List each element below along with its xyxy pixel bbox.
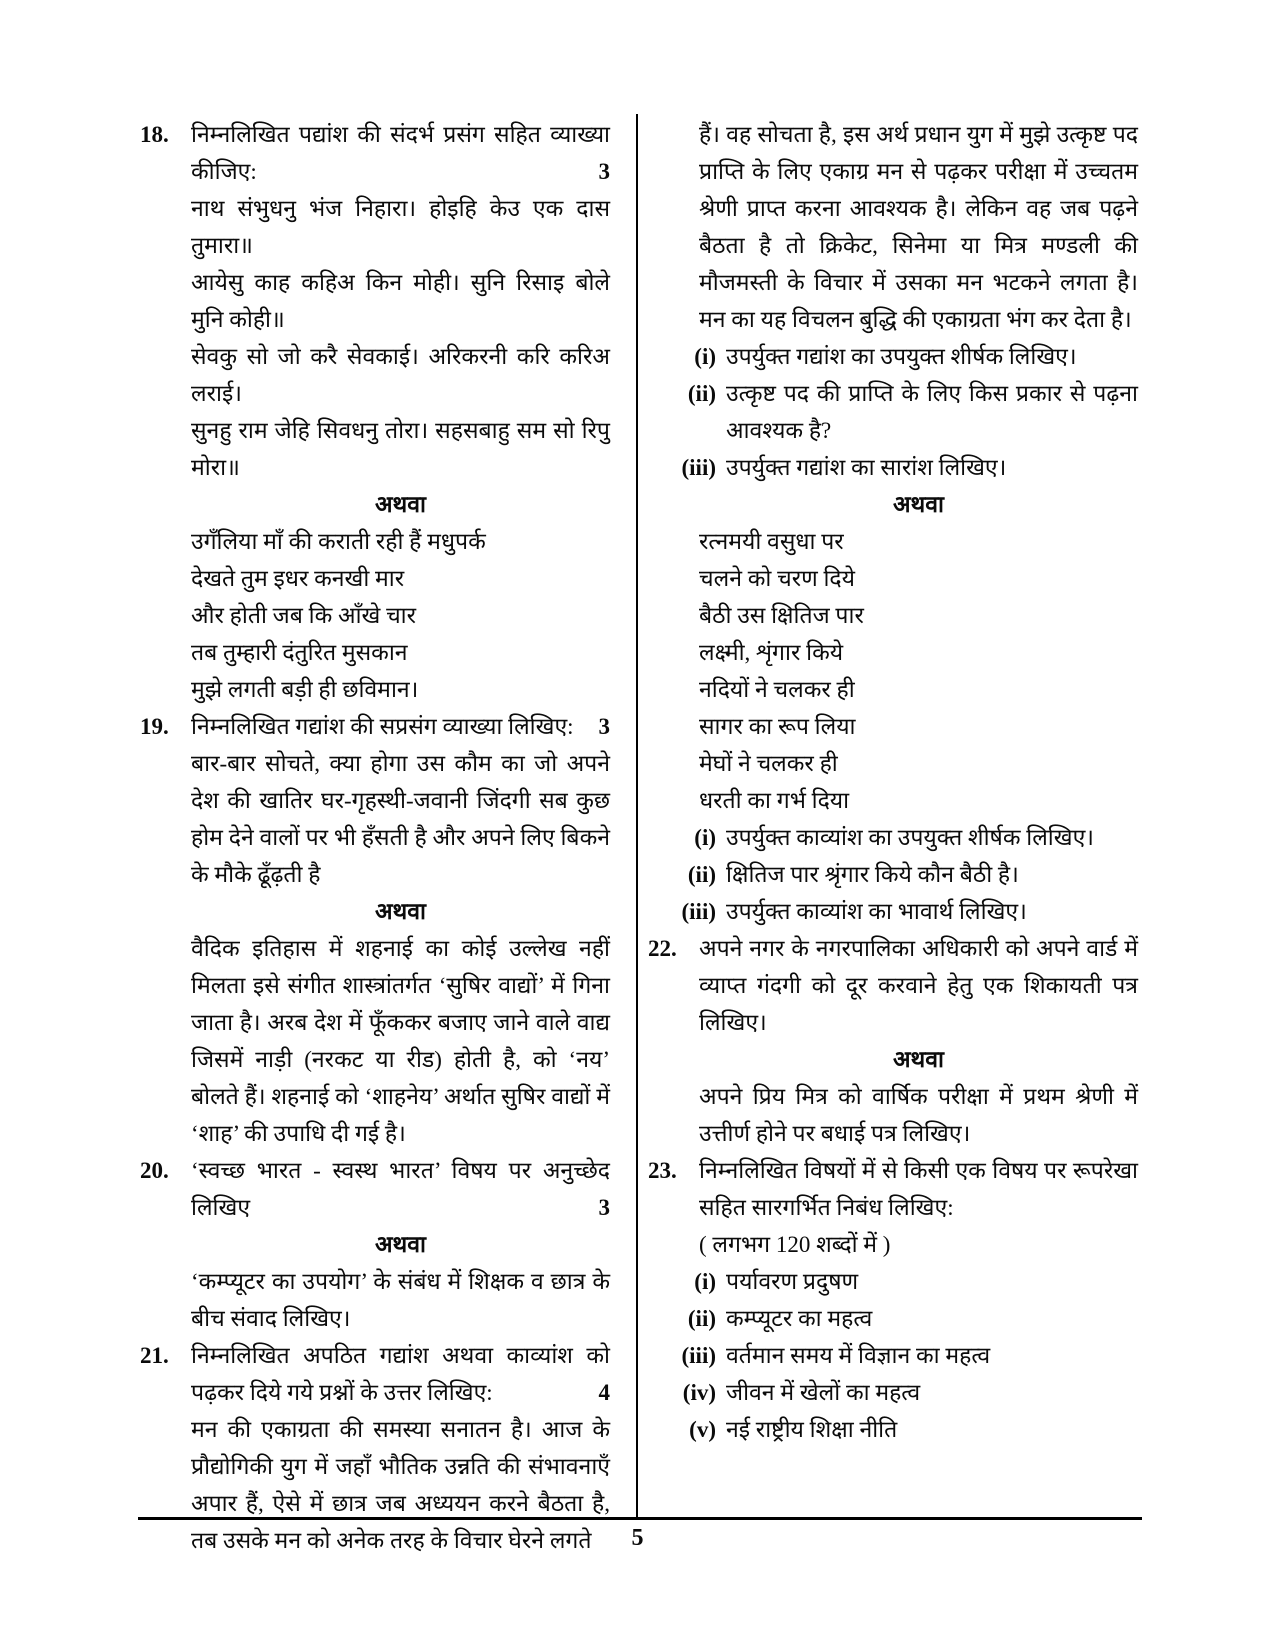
sub-item-text: उपर्युक्त गद्यांश का सारांश लिखिए। <box>726 455 1007 480</box>
sub-item-label: (iii) <box>681 1343 716 1368</box>
marks-value: 3 <box>598 159 610 184</box>
sub-item-label: (ii) <box>687 1306 716 1331</box>
column-right <box>648 116 1138 1448</box>
sub-item-label: (ii) <box>687 381 716 406</box>
sub-item-text: उपर्युक्त गद्यांश का उपयुक्त शीर्षक लिखिए। <box>726 344 1077 369</box>
sub-item-label: (i) <box>694 344 716 369</box>
question <box>648 1152 1138 1226</box>
sub-item <box>648 1411 1138 1448</box>
sub-item <box>648 819 1138 856</box>
question-number: 18. <box>140 122 169 147</box>
verse-line: मेघों ने चलकर ही <box>699 751 838 776</box>
sub-item-label: (v) <box>689 1417 716 1442</box>
footer-rule <box>138 1517 1142 1520</box>
paragraph: नाथ संभुधनु भंज निहारा। होइहि केउ एक दास तुमारा॥ <box>191 196 610 258</box>
verse-line: रत्नमयी वसुधा पर <box>699 529 844 554</box>
paragraph: मन की एकाग्रता की समस्या सनातन है। आज के प्रौद्योगिकी युग में जहाँ भौतिक उन्नति की संभावनाएँ अपार हैं, ऐसे में छात्र जब अध्ययन करने बैठता है, तब उसके मन को अनेक तरह के विचार घेरने लगते <box>191 1417 610 1553</box>
or-separator: अथवा <box>374 492 426 517</box>
sub-item-text: क्षितिज पार श्रृंगार किये कौन बैठी है। <box>726 862 1019 887</box>
sub-item-label: (iii) <box>681 455 716 480</box>
sub-item-text: वर्तमान समय में विज्ञान का महत्व <box>726 1343 991 1368</box>
sub-item-text: जीवन में खेलों का महत्व <box>726 1380 921 1405</box>
question-number: 21. <box>140 1343 169 1368</box>
sub-item-text: उत्कृष्ट पद की प्राप्ति के लिए किस प्रकार से पढ़ना आवश्यक है? <box>726 381 1138 443</box>
sub-item-text: पर्यावरण प्रदुषण <box>726 1269 859 1294</box>
question <box>648 930 1138 1041</box>
sub-item-label: (i) <box>694 825 716 850</box>
verse-line: धरती का गर्भ दिया <box>699 788 850 813</box>
page-number: 5 <box>631 1525 644 1551</box>
or-separator: अथवा <box>374 1232 426 1257</box>
verse-line: देखते तुम इधर कनखी मार <box>191 566 405 591</box>
sub-item-text: नई राष्ट्रीय शिक्षा नीति <box>726 1417 898 1442</box>
question <box>140 116 610 190</box>
paragraph: ‘कम्प्यूटर का उपयोग’ के संबंध में शिक्षक व छात्र के बीच संवाद लिखिए। <box>191 1269 610 1331</box>
sub-item-text: उपर्युक्त काव्यांश का उपयुक्त शीर्षक लिखिए। <box>726 825 1094 850</box>
paragraph: अपने प्रिय मित्र को वार्षिक परीक्षा में प्रथम श्रेणी में उत्तीर्ण होने पर बधाई पत्र लिखिए। <box>699 1084 1138 1146</box>
verse-line: उगँलिया माँ की कराती रही हैं मधुपर्क <box>191 529 486 554</box>
marks-value: 3 <box>598 1195 610 1220</box>
paragraph: हैं। वह सोचता है, इस अर्थ प्रधान युग में मुझे उत्कृष्ट पद प्राप्ति के लिए एकाग्र मन से पढ़कर परीक्षा में उच्चतम श्रेणी प्राप्त करना आवश्यक है। लेकिन वह जब पढ़ने बैठता है तो क्रिकेट, सिनेमा या मित्र मण्डली की मौजमस्ती के विचार में उसका मन भटकने लगता है। मन का यह विचलन बुद्धि की एकाग्रता भंग कर देता है। <box>699 122 1138 332</box>
sub-item <box>648 1300 1138 1337</box>
sub-item <box>648 1337 1138 1374</box>
sub-item-label: (ii) <box>687 862 716 887</box>
question-number: 23. <box>648 1158 677 1183</box>
verse-line: मुझे लगती बड़ी ही छविमान। <box>191 677 419 702</box>
question-text: ‘स्वच्छ भारत - स्वस्थ भारत’ विषय पर अनुच्छेद लिखिए 3 <box>191 1152 610 1226</box>
question-number: 19. <box>140 714 169 739</box>
paragraph: बार-बार सोचते, क्या होगा उस कौम का जो अपने देश की खातिर घर-गृहस्थी-जवानी जिंदगी सब कुछ होम देने वालों पर भी हँसती है और अपने लिए बिकने के मौके ढूँढ़ती है <box>191 751 610 887</box>
paragraph: वैदिक इतिहास में शहनाई का कोई उल्लेख नहीं मिलता इसे संगीत शास्त्रांतर्गत ‘सुषिर वाद्यों’ में गिना जाता है। अरब देश में फूँककर बजाए जाने वाले वाद्य जिसमें नाड़ी (नरकट या रीड) होती है, को ‘नय’ बोलते हैं। शहनाई को ‘शाहनेय’ अर्थात सुषिर वाद्यों में ‘शाह’ की उपाधि दी गई है। <box>191 936 610 1146</box>
paragraph: आयेसु काह कहिअ किन मोही। सुनि रिसाइ बोले मुनि कोही॥ <box>191 270 610 332</box>
sub-item <box>648 375 1138 449</box>
marks-value: 3 <box>598 714 610 739</box>
or-separator: अथवा <box>892 492 944 517</box>
column-left <box>140 116 610 1559</box>
paragraph: सुनहु राम जेहि सिवधनु तोरा। सहसबाहु सम सो रिपु मोरा॥ <box>191 418 610 480</box>
verse-line: लक्ष्मी, शृंगार किये <box>699 640 844 665</box>
sub-item <box>648 856 1138 893</box>
verse-line: सागर का रूप लिया <box>699 714 856 739</box>
or-separator: अथवा <box>892 1047 944 1072</box>
column-divider <box>636 114 638 1520</box>
sub-item-label: (iii) <box>681 899 716 924</box>
question-text: अपने नगर के नगरपालिका अधिकारी को अपने वार्ड में व्याप्त गंदगी को दूर करवाने हेतु एक शिकायती पत्र लिखिए। <box>699 936 1138 1035</box>
sub-item <box>648 338 1138 375</box>
or-separator: अथवा <box>374 899 426 924</box>
question <box>140 708 610 745</box>
question <box>140 1337 610 1411</box>
sub-item <box>648 1263 1138 1300</box>
question-text: निम्नलिखित विषयों में से किसी एक विषय पर रूपरेखा सहित सारगर्भित निबंध लिखिए: <box>699 1158 1138 1220</box>
question-text: निम्नलिखित गद्यांश की सप्रसंग व्याख्या लिखिए: 3 <box>191 708 610 745</box>
question-number: 20. <box>140 1158 169 1183</box>
sub-item-label: (iv) <box>682 1380 716 1405</box>
marks-value: 4 <box>598 1380 610 1405</box>
question-text: निम्नलिखित पद्यांश की संदर्भ प्रसंग सहित व्याख्या कीजिए: 3 <box>191 116 610 190</box>
sub-item-text: कम्प्यूटर का महत्व <box>726 1306 873 1331</box>
sub-item <box>648 1374 1138 1411</box>
question-number: 22. <box>648 936 677 961</box>
sub-item-text: उपर्युक्त काव्यांश का भावार्थ लिखिए। <box>726 899 1027 924</box>
sub-item <box>648 449 1138 486</box>
verse-line: ( लगभग 120 शब्दों में ) <box>699 1232 891 1257</box>
sub-item <box>648 893 1138 930</box>
sub-item-label: (i) <box>694 1269 716 1294</box>
paragraph: सेवकु सो जो करै सेवकाई। अरिकरनी करि करिअ लराई। <box>191 344 610 406</box>
question-text: निम्नलिखित अपठित गद्यांश अथवा काव्यांश को पढ़कर दिये गये प्रश्नों के उत्तर लिखिए: 4 <box>191 1337 610 1411</box>
verse-line: और होती जब कि आँखे चार <box>191 603 417 628</box>
verse-line: बैठी उस क्षितिज पार <box>699 603 864 628</box>
verse-line: चलने को चरण दिये <box>699 566 855 591</box>
question <box>140 1152 610 1226</box>
verse-line: नदियों ने चलकर ही <box>699 677 855 702</box>
verse-line: तब तुम्हारी दंतुरित मुसकान <box>191 640 408 665</box>
